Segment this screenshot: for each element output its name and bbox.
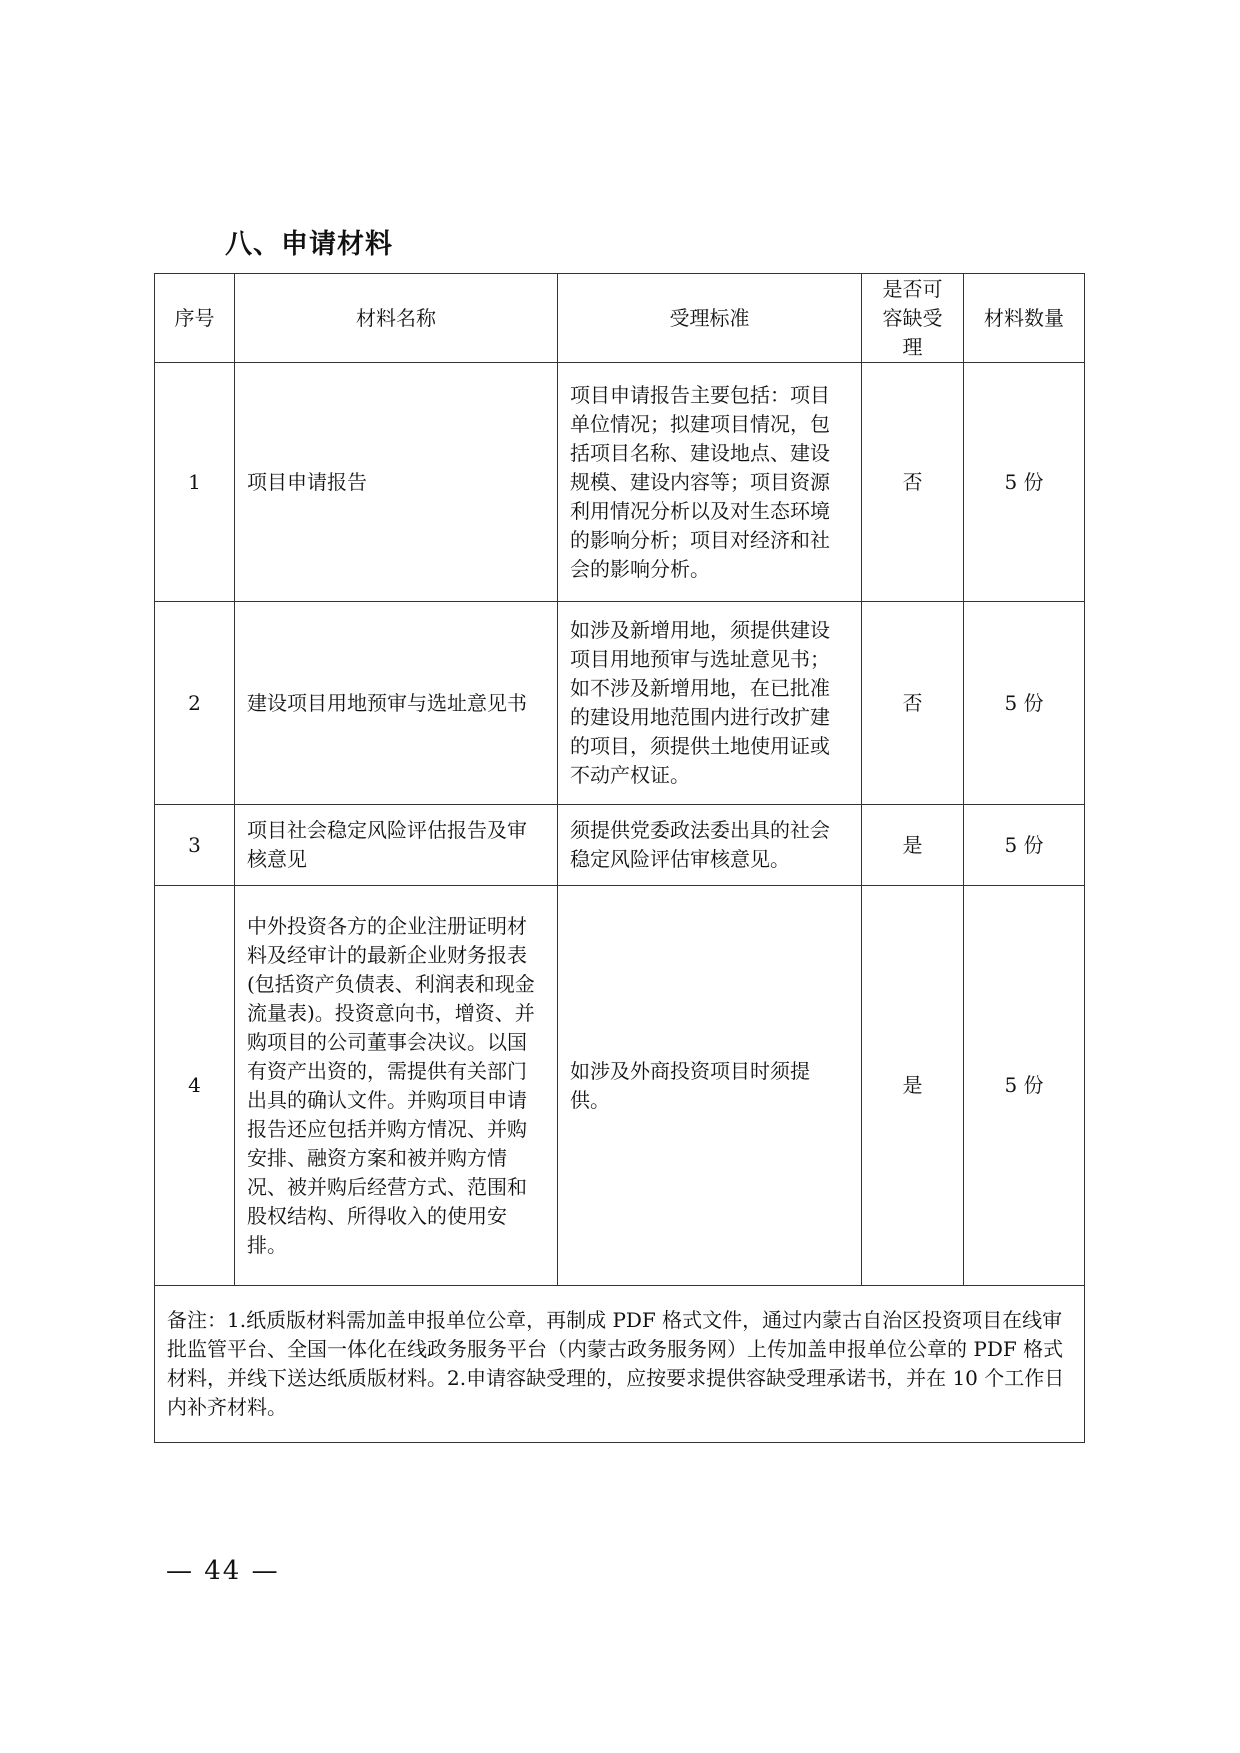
row-name: 建设项目用地预审与选址意见书 bbox=[235, 602, 558, 805]
materials-table bbox=[154, 273, 1085, 1443]
header-quantity: 材料数量 bbox=[964, 274, 1085, 363]
table-row bbox=[155, 805, 1085, 886]
header-name: 材料名称 bbox=[235, 274, 558, 363]
row-index: 1 bbox=[155, 363, 235, 602]
row-allow-missing: 否 bbox=[862, 363, 964, 602]
row-allow-missing: 是 bbox=[862, 805, 964, 886]
table-header-row bbox=[155, 274, 1085, 363]
row-standard: 如涉及新增用地，须提供建设项目用地预审与选址意见书；如不涉及新增用地，在已批准的建设用地范围内进行改扩建的项目，须提供土地使用证或不动产权证。 bbox=[558, 602, 862, 805]
row-name: 项目申请报告 bbox=[235, 363, 558, 602]
table-row bbox=[155, 363, 1085, 602]
row-name: 中外投资各方的企业注册证明材料及经审计的最新企业财务报表(包括资产负债表、利润表和现金流量表)。投资意向书，增资、并购项目的公司董事会决议。以国有资产出资的，需提供有关部门出具的确认文件。并购项目申请报告还应包括并购方情况、并购安排、融资方案和被并购方情况、被并购后经营方式、范围和股权结构、所得收入的使用安排。 bbox=[235, 886, 558, 1286]
row-standard: 如涉及外商投资项目时须提供。 bbox=[558, 886, 862, 1286]
table-note-row bbox=[155, 1286, 1085, 1443]
row-allow-missing: 否 bbox=[862, 602, 964, 805]
table-row bbox=[155, 602, 1085, 805]
row-quantity: 5 份 bbox=[964, 805, 1085, 886]
header-allow-missing: 是否可容缺受理 bbox=[862, 274, 964, 363]
table-row bbox=[155, 886, 1085, 1286]
header-standard: 受理标准 bbox=[558, 274, 862, 363]
row-quantity: 5 份 bbox=[964, 886, 1085, 1286]
header-index: 序号 bbox=[155, 274, 235, 363]
row-quantity: 5 份 bbox=[964, 602, 1085, 805]
row-allow-missing: 是 bbox=[862, 886, 964, 1286]
page-number: — 44 — bbox=[166, 1556, 280, 1586]
section-heading: 八、申请材料 bbox=[225, 229, 393, 260]
row-index: 4 bbox=[155, 886, 235, 1286]
table-note: 备注：1.纸质版材料需加盖申报单位公章，再制成 PDF 格式文件，通过内蒙古自治区投资项目在线审批监管平台、全国一体化在线政务服务平台（内蒙古政务服务网）上传加盖申报单位公章的 PDF 格式材料，并线下送达纸质版材料。2.申请容缺受理的，应按要求提供容缺受理承诺书，并在 10 个工作日内补齐材料。 bbox=[155, 1286, 1085, 1443]
row-index: 3 bbox=[155, 805, 235, 886]
row-standard: 项目申请报告主要包括：项目单位情况；拟建项目情况，包括项目名称、建设地点、建设规模、建设内容等；项目资源利用情况分析以及对生态环境的影响分析；项目对经济和社会的影响分析。 bbox=[558, 363, 862, 602]
row-standard: 须提供党委政法委出具的社会稳定风险评估审核意见。 bbox=[558, 805, 862, 886]
row-name: 项目社会稳定风险评估报告及审核意见 bbox=[235, 805, 558, 886]
row-index: 2 bbox=[155, 602, 235, 805]
row-quantity: 5 份 bbox=[964, 363, 1085, 602]
